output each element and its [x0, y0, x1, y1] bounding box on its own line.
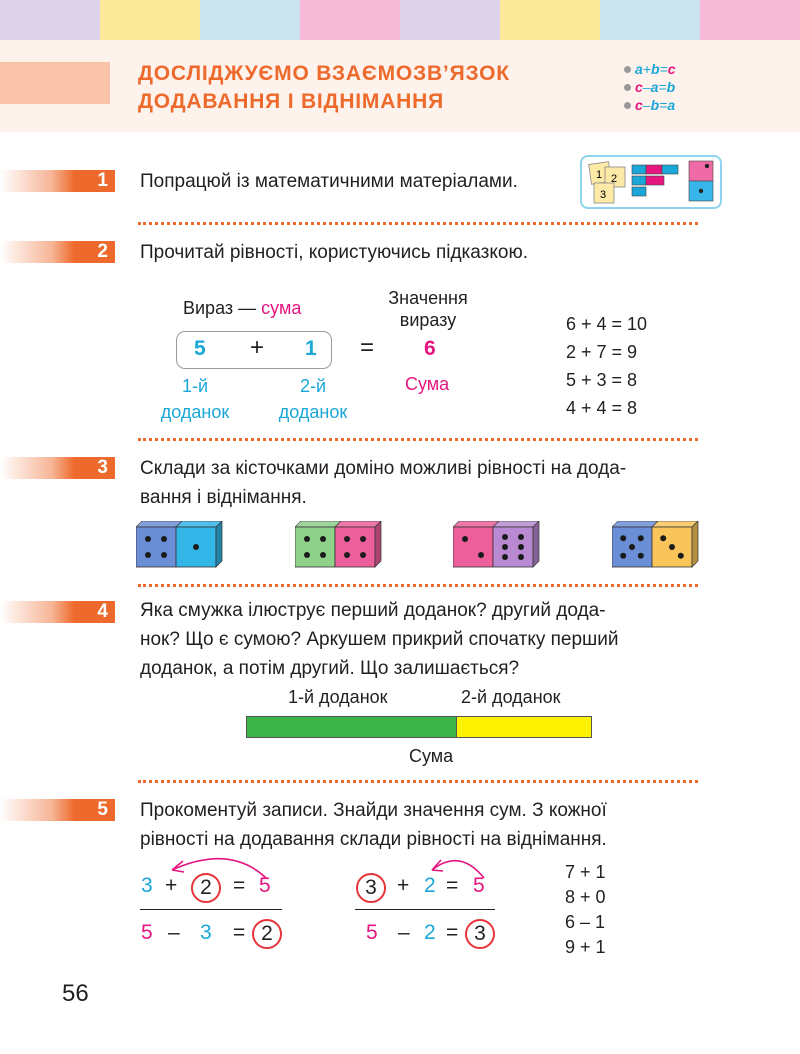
- domino-pip: [462, 536, 468, 542]
- task-5-text-line-2: рівності на додавання склади рівності на віднімання.: [140, 829, 607, 850]
- domino-pip: [502, 544, 508, 550]
- title-line-1: ДОСЛІДЖУЄМО ВЗАЄМОЗВ’ЯЗОК: [138, 62, 510, 85]
- addend-1-label-line-1: 1-й: [181, 376, 209, 396]
- domino-pip: [502, 554, 508, 560]
- formula-3-c: a: [667, 97, 676, 113]
- first-addend-label: 1-й доданок: [288, 687, 388, 707]
- formula-2-eq: =: [658, 79, 667, 95]
- header-orange-block: [0, 62, 110, 104]
- domino-2: [295, 521, 387, 574]
- domino-1: [136, 521, 228, 574]
- right-bottom-3-circled: 3: [465, 919, 495, 949]
- formula-2-b: a: [650, 79, 659, 95]
- domino-pip: [478, 552, 484, 558]
- right-top-5: 5: [473, 874, 485, 897]
- addend-2-label-line-1: 2-й: [299, 376, 327, 396]
- domino-pip: [620, 535, 626, 541]
- left-top-5: 5: [259, 874, 271, 897]
- expression-label: [183, 297, 301, 319]
- domino-pip: [145, 536, 151, 542]
- task-4-text-line-1: Яка смужка ілюструє перший доданок? другий дода-: [140, 600, 606, 621]
- domino-pip: [518, 544, 524, 550]
- divider: [138, 780, 698, 783]
- domino-pip: [320, 536, 326, 542]
- equality-1: 6 + 4 = 10: [566, 314, 648, 334]
- equalities-list: [566, 310, 647, 422]
- task-5-text: [140, 796, 710, 854]
- domino-left-half: [295, 527, 335, 567]
- domino-pip: [629, 544, 635, 550]
- addend-2: 1: [305, 337, 317, 360]
- task-5-number: 5: [97, 799, 108, 820]
- domino-pip: [344, 552, 350, 558]
- formula-2-a: c: [635, 79, 643, 95]
- domino-top-face: [295, 521, 341, 527]
- bullet-icon: [624, 102, 631, 109]
- exercise-4: 9 + 1: [565, 937, 606, 957]
- domino-pip: [304, 536, 310, 542]
- domino-pip: [320, 552, 326, 558]
- left-top-1: 3: [141, 874, 153, 897]
- formula-3: [624, 96, 675, 114]
- left-bottom-3: 3: [200, 921, 212, 944]
- domino-top-face: [612, 521, 658, 527]
- task-1-text: Попрацюй із математичними матеріалами.: [140, 171, 518, 192]
- task-2-number: 2: [97, 241, 108, 262]
- equality-2: 2 + 7 = 9: [566, 342, 638, 362]
- domino-pip: [678, 553, 684, 559]
- bullet-icon: [624, 84, 631, 91]
- task-1-number: 1: [97, 170, 108, 191]
- formula-2-c: b: [666, 79, 676, 95]
- left-top-2-circled: 2: [191, 873, 221, 903]
- domino-left-half: [453, 527, 493, 567]
- expression-label-sum: сума: [261, 298, 302, 318]
- exercise-list: [565, 860, 606, 960]
- formula-3-op: –: [642, 97, 651, 113]
- sum-label: Сума: [405, 374, 450, 394]
- equality-4: 4 + 4 = 8: [566, 398, 638, 418]
- domino-3: [453, 521, 545, 574]
- task-2-number-tab: [0, 241, 115, 263]
- equals-sign: =: [360, 334, 375, 361]
- left-bottom-2-circled: 2: [252, 919, 282, 949]
- page-title: [138, 60, 510, 116]
- domino-pip: [518, 534, 524, 540]
- bullet-icon: [624, 66, 631, 73]
- task-2-text: Прочитай рівності, користуючись підказкою.: [140, 242, 528, 263]
- domino-pip: [620, 553, 626, 559]
- domino-left-half: [136, 527, 176, 567]
- color-stripe: [0, 0, 101, 40]
- formula-1-c: c: [667, 61, 676, 77]
- task-4-text: [140, 596, 710, 683]
- card-digit-3: 3: [600, 189, 607, 201]
- left-bottom-eq: =: [233, 921, 246, 944]
- right-top-eq: =: [446, 874, 459, 897]
- page-number: 56: [62, 980, 89, 1007]
- domino-top-face: [335, 521, 381, 527]
- formula-1: [624, 60, 676, 78]
- formula-1-b: b: [650, 61, 660, 77]
- task-5-number-tab: [0, 799, 115, 821]
- left-divider-line: [140, 909, 282, 910]
- task-3-number: 3: [97, 457, 108, 478]
- right-divider-line: [355, 909, 495, 910]
- domino-side-face: [692, 521, 698, 567]
- domino-top-face: [453, 521, 499, 527]
- domino-right-half: [493, 527, 533, 567]
- right-bottom-eq: =: [446, 921, 459, 944]
- task-3-text-line-1: Склади за кісточками доміно можливі рівності на дода-: [140, 458, 627, 479]
- addend-1-label: [150, 373, 240, 425]
- formula-3-b: b: [650, 97, 660, 113]
- domino-pip: [518, 554, 524, 560]
- domino-pip: [304, 552, 310, 558]
- card-digit-1: 1: [596, 169, 603, 181]
- sum-bar-label: Сума: [409, 746, 454, 766]
- color-stripe: [100, 0, 201, 40]
- right-bottom-5: 5: [366, 921, 378, 944]
- exercise-3: 6 – 1: [565, 912, 606, 932]
- domino-pip: [145, 552, 151, 558]
- addend-1-label-line-2: доданок: [160, 402, 230, 422]
- value-label: [373, 287, 483, 331]
- addend-2-label-line-2: доданок: [278, 402, 348, 422]
- domino-top-face: [136, 521, 182, 527]
- right-top-plus: +: [397, 874, 410, 897]
- formula-1-a: a: [635, 61, 643, 77]
- value-label-line-1: Значення: [388, 288, 468, 308]
- expression-label-text: Вираз —: [183, 298, 257, 318]
- equality-3: 5 + 3 = 8: [566, 370, 638, 390]
- task-5-text-line-1: Прокоментуй записи. Знайди значення сум. З кожної: [140, 800, 607, 821]
- color-stripe: [700, 0, 800, 40]
- task-4-text-line-2: нок? Що є сумою? Аркушем прикрий спочатку перший: [140, 629, 619, 650]
- addend-1: 5: [194, 337, 206, 360]
- domino-top-face: [176, 521, 222, 527]
- formula-1-op: +: [642, 61, 651, 77]
- domino-top-face: [652, 521, 698, 527]
- addend-2-label: [268, 373, 358, 425]
- value-label-line-2: виразу: [399, 310, 457, 330]
- exercise-2: 8 + 0: [565, 887, 606, 907]
- divider: [138, 222, 698, 225]
- task-3-number-tab: [0, 457, 115, 479]
- domino-top-face: [493, 521, 539, 527]
- right-bottom-2: 2: [424, 921, 436, 944]
- domino-pip: [638, 535, 644, 541]
- domino-pip: [193, 544, 199, 550]
- second-addend-bar: [456, 716, 592, 738]
- domino-pip: [360, 552, 366, 558]
- domino-pip: [660, 535, 666, 541]
- task-4-number: 4: [97, 601, 108, 622]
- color-stripe: [400, 0, 501, 40]
- title-line-2: ДОДАВАННЯ І ВІДНІМАННЯ: [138, 90, 445, 113]
- domino-pip: [502, 534, 508, 540]
- domino-pip: [638, 553, 644, 559]
- result: 6: [424, 337, 436, 360]
- formula-2: [624, 78, 675, 96]
- left-bottom-minus: –: [168, 921, 180, 944]
- formula-3-a: c: [635, 97, 643, 113]
- math-materials-icon: [580, 155, 722, 209]
- plus-sign: +: [250, 334, 265, 361]
- domino-right-half: [335, 527, 375, 567]
- exercise-1: 7 + 1: [565, 862, 606, 882]
- right-top-3-circled: 3: [356, 873, 386, 903]
- domino-pip: [360, 536, 366, 542]
- task-4-number-tab: [0, 601, 115, 623]
- right-bottom-minus: –: [398, 921, 410, 944]
- first-addend-bar: [246, 716, 457, 738]
- domino-pip: [669, 544, 675, 550]
- color-stripe: [600, 0, 701, 40]
- divider: [138, 438, 698, 441]
- left-top-eq: =: [233, 874, 246, 897]
- task-4-text-line-3: доданок, а потім другий. Що залишається?: [140, 658, 520, 679]
- color-stripe: [300, 0, 401, 40]
- second-addend-label: 2-й доданок: [461, 687, 561, 707]
- task-3-text-line-2: вання і віднімання.: [140, 487, 307, 508]
- card-digit-2: 2: [611, 173, 618, 185]
- left-bottom-1: 5: [141, 921, 153, 944]
- domino-pip: [161, 536, 167, 542]
- left-top-plus: +: [165, 874, 178, 897]
- formula-3-eq: =: [659, 97, 668, 113]
- task-3-text: [140, 454, 710, 512]
- color-stripe: [500, 0, 601, 40]
- task-1-number-tab: [0, 170, 115, 192]
- formula-1-eq: =: [659, 61, 668, 77]
- divider: [138, 584, 698, 587]
- color-stripe: [200, 0, 301, 40]
- domino-side-face: [375, 521, 381, 567]
- domino-pip: [161, 552, 167, 558]
- domino-side-face: [216, 521, 222, 567]
- domino-4: [612, 521, 704, 574]
- formula-2-op: –: [642, 79, 651, 95]
- right-top-2: 2: [424, 874, 436, 897]
- domino-pip: [344, 536, 350, 542]
- domino-side-face: [533, 521, 539, 567]
